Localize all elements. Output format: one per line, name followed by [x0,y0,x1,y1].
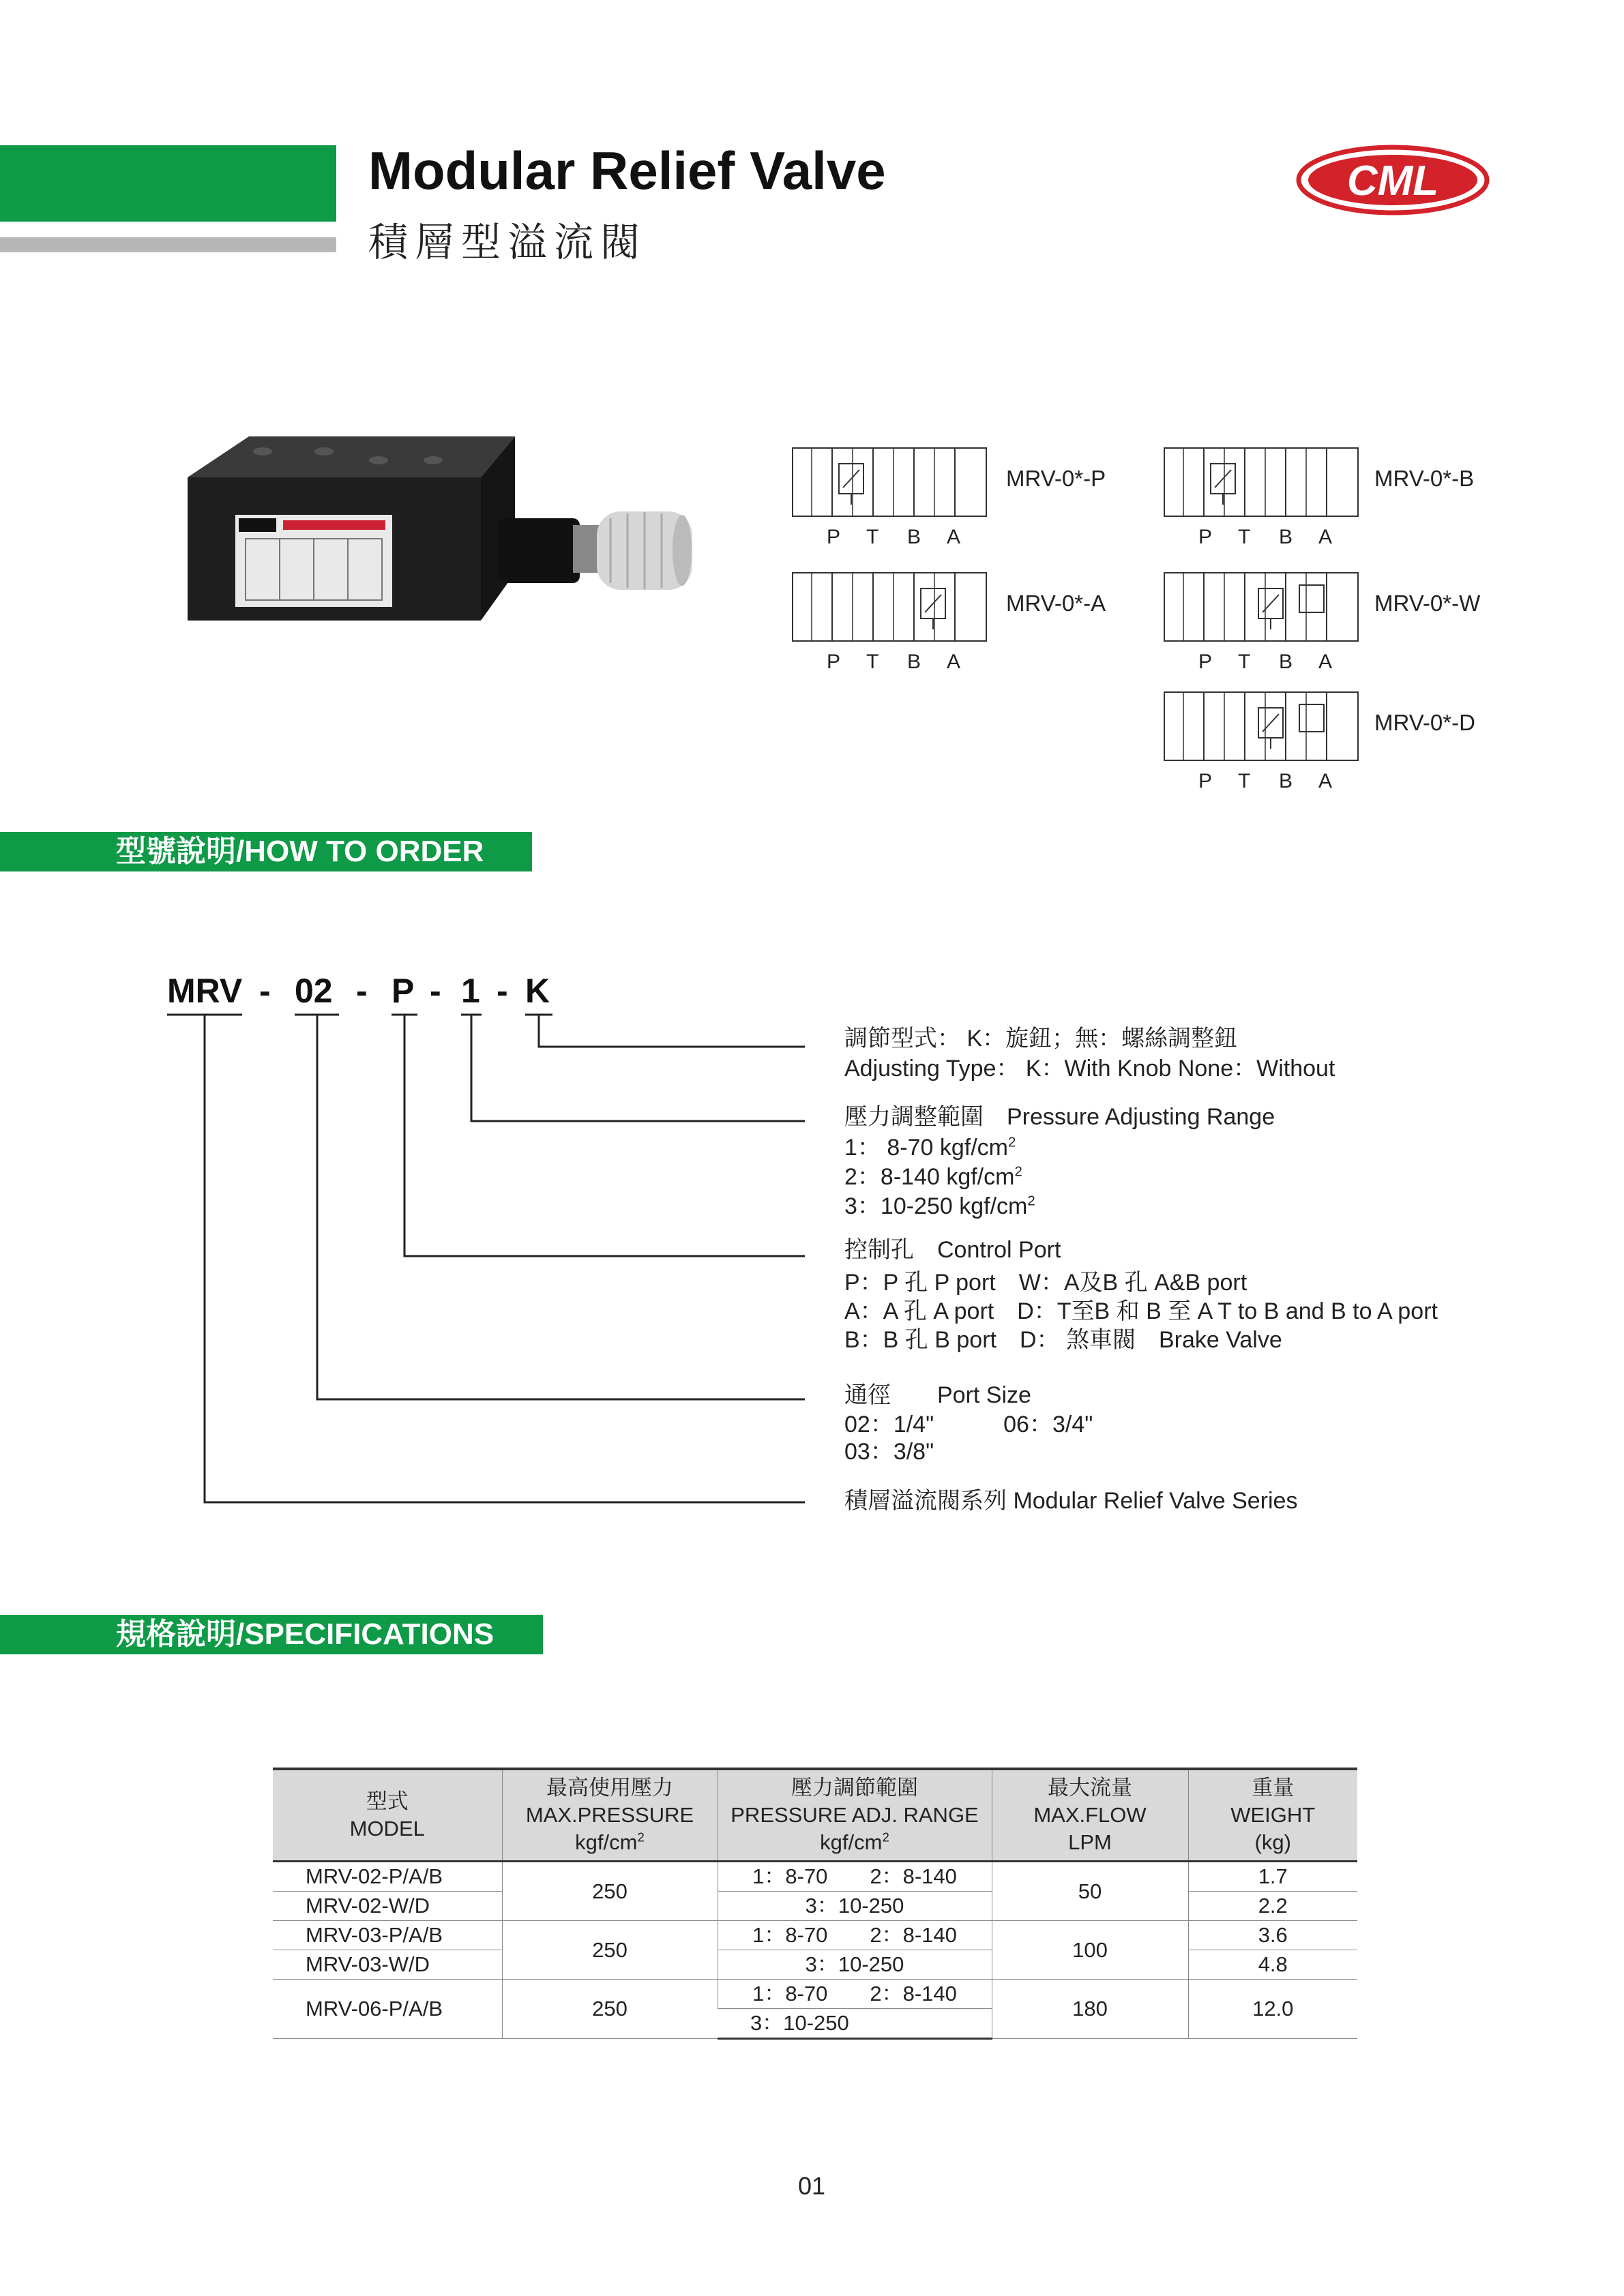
range-cell-2: 3：10-250 [718,1950,992,1980]
port-label: T [1238,770,1251,792]
code-sep-2: - [356,972,368,1010]
table-row [273,1862,1357,1892]
header-max-pressure: 最高使用壓力 MAX.PRESSURE kgf/$cm^2$ [502,1769,718,1862]
control-port-line-1: P：P 孔 P port W：A及B 孔 A&B port [844,1270,1247,1296]
range-cell-2: 3：10-250 [718,2009,992,2039]
header-pressure-range: 壓力調節範圍 PRESSURE ADJ. RANGE kgf/$cm^2$ [718,1769,992,1862]
specifications-table [273,1768,1357,2040]
weight-cell: 3.6 [1188,1921,1357,1950]
port-label: B [1279,770,1293,792]
range-cell-1: 1：8-70 2：8-140 [718,1921,992,1950]
port-label: T [866,651,879,673]
pressure-range-heading: 壓力調整範圍 Pressure Adjusting Range [844,1104,1275,1130]
page-title: Modular Relief Valve [368,140,886,200]
model-cell: MRV-06-P/A/B [273,1980,502,2039]
port-label: P [1198,770,1213,792]
port-label: P [827,651,841,673]
port-label: B [907,526,921,548]
table-row [273,1950,1357,1980]
specifications-title: 規格說明/SPECIFICATIONS [116,1617,494,1651]
symbol-model-label: MRV-0*-B [1374,466,1475,491]
pressure-cell: 250 [502,1980,718,2039]
code-sep-1: - [259,972,271,1010]
code-sep-3: - [430,972,441,1010]
page-number: 01 [798,2172,826,2200]
port-label: A [947,526,961,548]
table-row [273,1892,1357,1921]
table-row [273,1921,1357,1950]
port-label: T [1238,651,1251,673]
series-description: 積層溢流閥系列 Modular Relief Valve Series [844,1488,1298,1514]
port-label: A [1318,770,1333,792]
control-port-line-2: A：A 孔 A port D：T至B 和 B 至 A T to B and B to A port [844,1298,1438,1324]
control-port-line-3: B：B 孔 B port D： 煞車閥 Brake Valve [844,1327,1282,1353]
code-sep-4: - [497,972,508,1010]
code-series: MRV [167,972,243,1010]
pressure-cell: 250 [502,1921,718,1980]
how-to-order-title: 型號說明/HOW TO ORDER [116,835,484,868]
model-cell: MRV-02-W/D [273,1892,502,1921]
model-cell: MRV-03-W/D [273,1950,502,1980]
pressure-range-3: 3：10-250 kgf/$cm^2$ [844,1193,1035,1219]
code-port-size: 02 [295,972,333,1010]
port-label: P [1198,651,1213,673]
port-label: A [1318,651,1333,673]
model-cell: MRV-03-P/A/B [273,1921,502,1950]
flow-cell: 180 [992,1980,1188,2039]
header-weight: 重量 WEIGHT (kg) [1188,1769,1357,1862]
port-label: B [1279,526,1293,548]
adjusting-type-en: Adjusting Type： K：With Knob None：Without [844,1056,1335,1082]
port-label: T [1238,526,1251,548]
pressure-cell: 250 [502,1862,718,1921]
range-cell-1: 1：8-70 2：8-140 [718,1862,992,1892]
code-pressure-range: 1 [461,972,480,1010]
symbol-model-label: MRV-0*-D [1374,710,1475,735]
port-label: B [907,651,921,673]
symbol-model-label: MRV-0*-W [1374,591,1481,616]
port-label: B [1279,651,1293,673]
port-label: T [866,526,879,548]
header-model: 型式 MODEL [273,1769,502,1862]
port-size-line-1: 02：1/4" 06：3/4" [844,1412,1093,1437]
range-cell-2: 3：10-250 [718,1892,992,1921]
port-size-heading: 通徑 Port Size [844,1382,1031,1408]
weight-cell: 2.2 [1188,1892,1357,1921]
control-port-heading: 控制孔 Control Port [844,1237,1061,1263]
flow-cell: 100 [992,1921,1188,1980]
logo-text: CML [1346,158,1439,205]
model-cell: MRV-02-P/A/B [273,1862,502,1892]
code-adjusting-type: K [525,972,550,1010]
flow-cell: 50 [992,1862,1188,1921]
port-size-line-2: 03：3/8" [844,1439,934,1465]
header-max-flow: 最大流量 MAX.FLOW LPM [992,1769,1188,1862]
weight-cell: 12.0 [1188,1980,1357,2039]
port-label: P [1198,526,1213,548]
specifications-banner [0,1615,543,1654]
table-header-row [273,1769,1357,1862]
weight-cell: 1.7 [1188,1862,1357,1892]
page-subtitle: 積層型溢流閥 [368,219,647,265]
symbol-model-label: MRV-0*-A [1006,591,1106,616]
port-label: A [947,651,961,673]
pressure-range-2: 2：8-140 kgf/$cm^2$ [844,1164,1022,1190]
range-cell-1: 1：8-70 2：8-140 [718,1980,992,2009]
weight-cell: 4.8 [1188,1950,1357,1980]
pressure-range-1: 1： 8-70 kgf/$cm^2$ [844,1135,1016,1161]
code-control-port: P [392,972,415,1010]
port-label: A [1318,526,1333,548]
symbol-model-label: MRV-0*-P [1006,466,1106,491]
port-label: P [827,526,841,548]
adjusting-type-zh: 調節型式： K：旋鈕；無：螺絲調整鈕 [844,1026,1238,1052]
table-row [273,1980,1357,2009]
